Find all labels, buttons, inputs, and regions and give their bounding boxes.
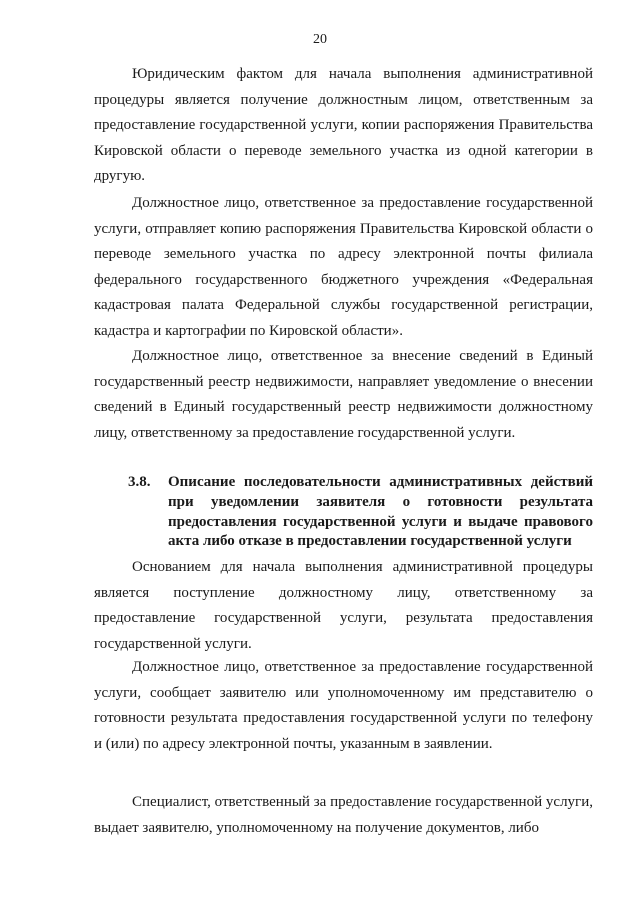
paragraph-notify-applicant: Должностное лицо, ответственное за предоставление государственной услуги, сообщает заявителю или уполномоченному им представителю о готовности результата предоставления государственной услуги по телефону и (или) по адресу электронной почты, указанным в заявлении. bbox=[94, 659, 593, 752]
paragraph-specialist: Специалист, ответственный за предоставление государственной услуги, выдает заявителю, уполномоченному на получение документов, либо bbox=[94, 794, 593, 836]
paragraph-basis: Основанием для начала выполнения административной процедуры является поступление должностному лицу, ответственному за предоставление государственной услуги, результата предоставления государственной услуги. bbox=[94, 559, 593, 652]
paragraph-send-copy: Должностное лицо, ответственное за предоставление государственной услуги, отправляет копию распоряжения Правительства Кировской области о переводе земельного участка по адресу электронной почты филиала федерального государственного бюджетного учреждения «Федеральная кадастровая палата Федеральной службы государственной регистрации, кадастра и картографии по Кировской области». bbox=[94, 195, 593, 339]
page-number: 20 bbox=[313, 32, 327, 47]
section-title: Описание последовательности административных действий при уведомлении заявителя о готовности результата предоставления государственной услуги и выдаче правового акта либо отказе в предоставлении государственной услуги bbox=[168, 474, 593, 550]
paragraph-registry-notice: Должностное лицо, ответственное за внесение сведений в Единый государственный реестр недвижимости, направляет уведомление о внесении сведений в Единый государственный реестр недвижимости должностному лицу, ответственному за предоставление государственной услуги. bbox=[94, 348, 593, 441]
paragraph-legal-fact: Юридическим фактом для начала выполнения административной процедуры является получение должностным лицом, ответственным за предоставление государственной услуги, копии распоряжения Правительства Кировской области о переводе земельного участка из одной категории в другую. bbox=[94, 66, 593, 185]
section-number: 3.8. bbox=[128, 474, 151, 490]
